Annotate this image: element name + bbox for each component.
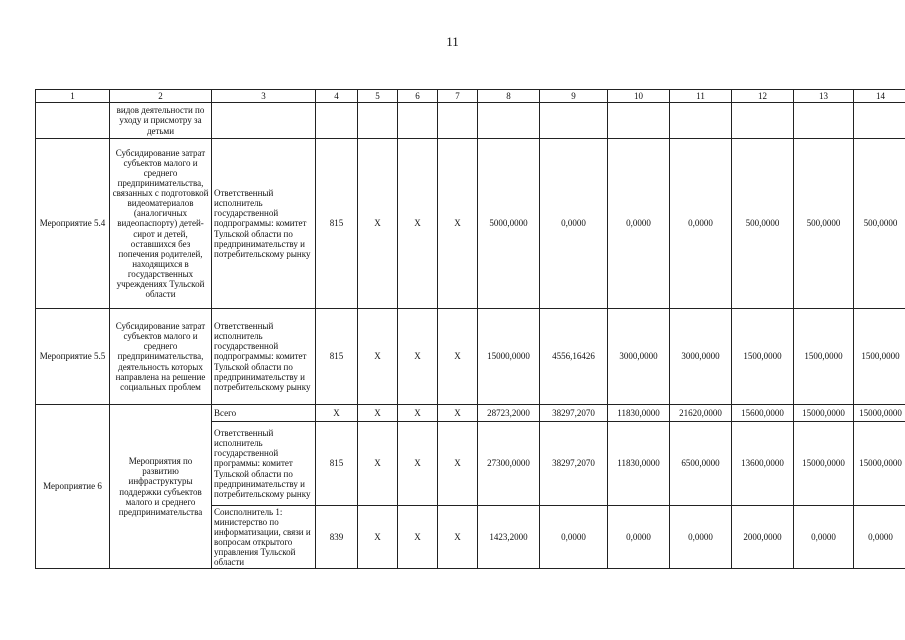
value-cell: 6500,0000 bbox=[670, 422, 732, 506]
header-cell: 9 bbox=[540, 90, 608, 103]
continuation-row bbox=[36, 103, 905, 139]
value-cell: 15000,0000 bbox=[478, 309, 540, 405]
value-cell: X bbox=[358, 139, 398, 309]
header-cell: 11 bbox=[670, 90, 732, 103]
header-cell: 8 bbox=[478, 90, 540, 103]
value-cell: X bbox=[438, 422, 478, 506]
value-cell: 38297,2070 bbox=[540, 405, 608, 422]
executor: Всего bbox=[212, 405, 316, 422]
value-cell: 15000,0000 bbox=[794, 405, 854, 422]
measure-description: Мероприятия по развитию инфраструктуры поддержки субъектов малого и среднего предпринимательства bbox=[110, 405, 212, 569]
value-cell: X bbox=[358, 405, 398, 422]
measure-name: Мероприятие 5.4 bbox=[36, 139, 110, 309]
executor: Ответственный исполнитель государственной подпрограммы: комитет Тульской области по предпринимательству и потребительскому рынку bbox=[212, 139, 316, 309]
value-cell: X bbox=[358, 309, 398, 405]
value-cell: 11830,0000 bbox=[608, 422, 670, 506]
measure-name: Мероприятие 6 bbox=[36, 405, 110, 569]
value-cell: 0,0000 bbox=[540, 506, 608, 569]
value-cell: 27300,0000 bbox=[478, 422, 540, 506]
value-cell: 15000,0000 bbox=[854, 422, 905, 506]
value-cell: 0,0000 bbox=[540, 139, 608, 309]
value-cell: X bbox=[438, 309, 478, 405]
header-cell: 10 bbox=[608, 90, 670, 103]
header-cell: 7 bbox=[438, 90, 478, 103]
value-cell: 5000,0000 bbox=[478, 139, 540, 309]
value-cell: 500,0000 bbox=[794, 139, 854, 309]
value-cell: 1500,0000 bbox=[732, 309, 794, 405]
value-cell: 0,0000 bbox=[794, 506, 854, 569]
value-cell: 3000,0000 bbox=[670, 309, 732, 405]
value-cell: 0,0000 bbox=[608, 506, 670, 569]
header-cell: 4 bbox=[316, 90, 358, 103]
executor: Ответственный исполнитель государственной программы: комитет Тульской области по предпринимательству и потребительскому рынку bbox=[212, 422, 316, 506]
value-cell: X bbox=[358, 422, 398, 506]
page-number: 11 bbox=[446, 34, 459, 49]
measure-description: Субсидирование затрат субъектов малого и среднего предпринимательства, связанных с подготовкой видеоматериалов (аналогичных видеопаспорту) детей-сирот и детей, оставшихся без попечения родителей, находящихся в государственных учреждениях Тульской области bbox=[110, 139, 212, 309]
header-cell: 14 bbox=[854, 90, 905, 103]
value-cell: X bbox=[438, 405, 478, 422]
value-cell: 11830,0000 bbox=[608, 405, 670, 422]
value-cell: 3000,0000 bbox=[608, 309, 670, 405]
value-cell: 500,0000 bbox=[854, 139, 905, 309]
table-row bbox=[36, 139, 905, 309]
table-row bbox=[36, 405, 905, 422]
measure-name: Мероприятие 5.5 bbox=[36, 309, 110, 405]
value-cell: X bbox=[358, 506, 398, 569]
value-cell: 15000,0000 bbox=[794, 422, 854, 506]
value-cell: X bbox=[438, 139, 478, 309]
value-cell: 1423,2000 bbox=[478, 506, 540, 569]
measure-description: Субсидирование затрат субъектов малого и среднего предпринимательства, деятельность которых направлена на решение социальных проблем bbox=[110, 309, 212, 405]
table-row bbox=[36, 309, 905, 405]
value-cell: 0,0000 bbox=[670, 139, 732, 309]
executor: Ответственный исполнитель государственной подпрограммы: комитет Тульской области по предпринимательству и потребительскому рынку bbox=[212, 309, 316, 405]
value-cell: 4556,16426 bbox=[540, 309, 608, 405]
value-cell: 1500,0000 bbox=[794, 309, 854, 405]
header-row bbox=[36, 90, 905, 103]
value-cell: 13600,0000 bbox=[732, 422, 794, 506]
value-cell: 839 bbox=[316, 506, 358, 569]
value-cell: 0,0000 bbox=[670, 506, 732, 569]
value-cell: X bbox=[398, 405, 438, 422]
value-cell: 500,0000 bbox=[732, 139, 794, 309]
header-cell: 12 bbox=[732, 90, 794, 103]
value-cell: 0,0000 bbox=[854, 506, 905, 569]
value-cell: 815 bbox=[316, 309, 358, 405]
header-cell: 5 bbox=[358, 90, 398, 103]
cell bbox=[36, 103, 110, 139]
value-cell: 15600,0000 bbox=[732, 405, 794, 422]
value-cell: X bbox=[316, 405, 358, 422]
value-cell: X bbox=[398, 139, 438, 309]
header-cell: 13 bbox=[794, 90, 854, 103]
header-cell: 2 bbox=[110, 90, 212, 103]
value-cell: X bbox=[398, 506, 438, 569]
activity-description: видов деятельности по уходу и присмотру за детьми bbox=[110, 103, 212, 139]
value-cell: 15000,0000 bbox=[854, 405, 905, 422]
value-cell: 0,0000 bbox=[608, 139, 670, 309]
value-cell: X bbox=[398, 422, 438, 506]
value-cell: 1500,0000 bbox=[854, 309, 905, 405]
value-cell: 28723,2000 bbox=[478, 405, 540, 422]
value-cell: 2000,0000 bbox=[732, 506, 794, 569]
value-cell: X bbox=[398, 309, 438, 405]
value-cell: 815 bbox=[316, 422, 358, 506]
value-cell: 815 bbox=[316, 139, 358, 309]
header-cell: 1 bbox=[36, 90, 110, 103]
executor: Соисполнитель 1: министерство по информатизации, связи и вопросам открытого управления Тульской области bbox=[212, 506, 316, 569]
value-cell: X bbox=[438, 506, 478, 569]
program-table bbox=[35, 89, 905, 569]
value-cell: 21620,0000 bbox=[670, 405, 732, 422]
header-cell: 3 bbox=[212, 90, 316, 103]
value-cell: 38297,2070 bbox=[540, 422, 608, 506]
header-cell: 6 bbox=[398, 90, 438, 103]
